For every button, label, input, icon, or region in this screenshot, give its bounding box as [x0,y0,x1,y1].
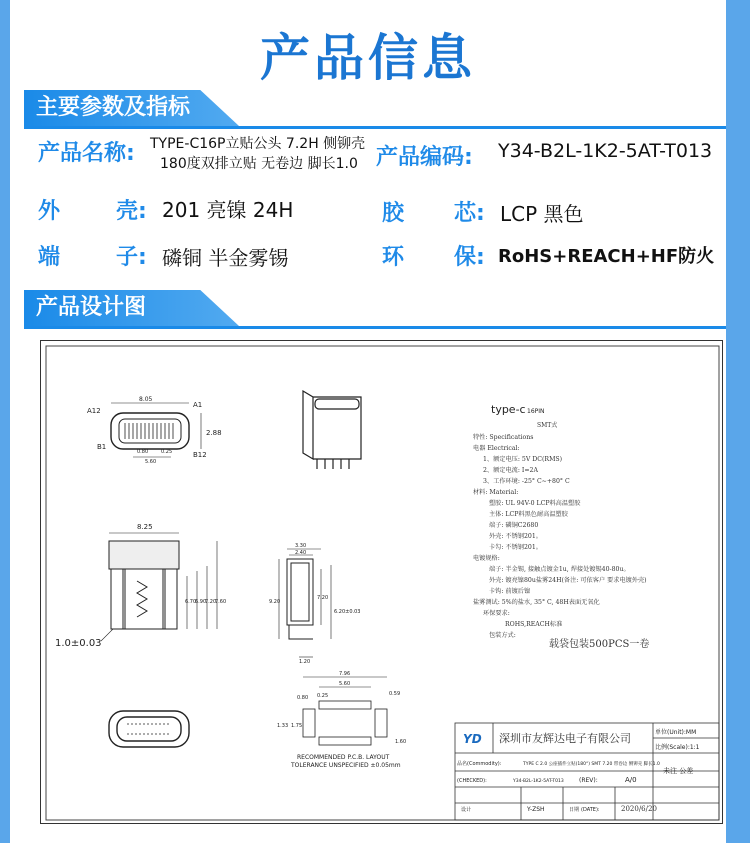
env-value: RoHS+REACH+HF防火 [498,246,715,267]
spec-line: 卡勾: 不锈钢201。 [489,544,542,551]
technical-drawing [40,340,723,824]
bottom-view-connector [109,711,189,747]
spec-line: 环保要求: [483,610,510,617]
drawing-canvas [41,341,724,825]
commodity-value: TYPE C 2.0 公座插件立贴(180°) SMT 7.20 带卷边 侧铆壳 脚长1.0 [523,762,660,767]
logo: YD [463,732,482,746]
shell-value: 201 亮镍 24H [162,198,294,222]
pin-a1: A1 [193,401,203,409]
profile-view-connector [279,549,331,657]
shell-label-b: 壳: [116,199,147,224]
core-label-a: 胶 [382,201,405,226]
terminal-value: 磷铜 半金雾锡 [162,246,289,270]
product-name-value-1: TYPE-C16P立贴公头 7.2H 侧铆壳 [150,136,366,152]
spec-line: 1、额定电压: 5V DC(RMS) [483,456,563,463]
dim-front-d3: 7.20 [205,599,217,605]
dim-front-d2: 6.90 [195,599,207,605]
page-title: 产品信息 [260,29,476,87]
spec-line: 端子: 磷铜C2680 [489,522,539,529]
dim-front-d4: 7.60 [215,599,227,605]
terminal-label-b: 子: [116,245,147,270]
dim-pcb-e: 0.59 [389,691,401,697]
scale-label: 比例(Scale):1:1 [655,744,700,751]
spec-line: 材料: Material: [473,489,519,496]
section-params-label: 主要参数及指标 [36,95,191,120]
dim-top-height: 2.88 [206,429,222,437]
top-view-connector [111,403,201,457]
page-frame [10,0,726,843]
date-value: 2020/6/20 [621,805,657,813]
dim-pcb-b: 5.60 [339,681,351,687]
product-name-label: 产品名称: [38,141,135,166]
section-header-design [24,290,239,326]
dim-profile-h1: 9.20 [269,599,281,605]
dim-top-width: 8.05 [139,396,153,403]
pin-b12: B12 [193,451,207,459]
spec-line: 主体: LCP料黑色耐高温塑胶 [489,511,568,518]
core-value: LCP 黑色 [500,202,584,226]
spec-line: 特性: Specifications [473,434,534,441]
dim-profile-h3: 6.20±0.03 [334,609,361,615]
spec-line: 包装方式: [489,632,516,639]
commodity-label: 品名(Commodity): [457,761,502,767]
dim-top-p1: 0.80 [137,449,149,455]
iso-view-connector [303,391,361,469]
section-header-params [24,90,239,126]
pcb-layout [303,677,387,745]
product-name-value-2: 180度双排立贴 无卷边 脚长1.0 [160,156,358,172]
checked-label: (CHECKED): [457,778,487,784]
dim-profile-f: 1.20 [299,659,311,665]
rev-value: A/0 [625,776,637,784]
dim-profile-h2: 7.20 [317,595,329,601]
dim-profile-a: 3.30 [295,543,307,549]
product-code-label: 产品编码: [376,145,473,170]
spec-line: 外壳: 镀亮镍80u盐雾24H(备注: 可依客户 要求电镀外壳) [489,577,647,584]
env-label-a: 环 [382,245,405,270]
date-label: 日期 [569,807,580,813]
spec-line: 3、工作环境: -25° C~+80° C [483,478,570,485]
spec-line: 外壳: 不锈钢201。 [489,533,542,540]
pcb-note-2: TOLERANCE UNSPECIFIED ±0.05mm [291,762,401,769]
shell-label-a: 外 [38,199,61,224]
product-code-value: Y34-B2L-1K2-5AT-T013 [498,140,713,162]
tolerance-note: 未注 公差 [663,767,694,775]
dim-top-p2: 0.25 [161,449,173,455]
spec-line: 卡钩: 前镀后镍 [489,588,531,595]
designer: Y-ZSH [527,806,545,813]
dim-front-width: 8.25 [137,523,153,531]
code-value-tb: Y34-B2L-1K2-5AT-T013 [513,779,564,784]
dim-pcb-d: 0.25 [317,693,329,699]
dim-top-p3: 5.60 [145,459,157,465]
section-design-label: 产品设计图 [36,295,147,320]
spec-line: 2、额定电流: I=2A [483,467,538,474]
spec-type: SMT式 [537,422,558,429]
pin-a12: A12 [87,407,101,415]
date-key: (DATE): [581,807,600,813]
core-label-b: 芯: [454,201,485,226]
spec-line: 盐雾测试: 5%的盐水, 35° C, 48H表面无氧化 [473,599,600,606]
spec-pack: 载袋包装500PCS一卷 [549,639,650,650]
dim-profile-b: 2.40 [295,550,307,556]
front-view-connector [101,533,217,641]
spec-line: 电器 Electrical: [473,445,520,452]
spec-lines [473,433,647,639]
spec-line: 塑胶: UL 94V-0 LCP料高温塑胶 [489,500,581,507]
dim-pcb-a: 7.96 [339,671,351,677]
rev-label: (REV): [579,777,598,784]
pcb-note-1: RECOMMENDED P.C.B. LAYOUT [297,754,390,761]
unit-label: 单位(Unit):MM [655,729,697,736]
design-label: 设计 [461,807,472,813]
spec-line: ROHS,REACH标准 [505,621,563,628]
spec-title: type-c [491,403,526,416]
dim-pcb-f: 1.33 [277,723,289,729]
spec-line: 端子: 半金锡, 接触点镀金1u, 焊接处镀锡40-80u。 [489,566,630,573]
dim-front-d1: 6.70 [185,599,197,605]
spec-pin: 16PIN [527,408,545,415]
dim-pcb-g: 1.75 [291,723,303,729]
terminal-label-a: 端 [38,245,61,270]
spec-line: 电镀规格: [473,555,500,562]
env-label-b: 保: [454,245,485,270]
company-name: 深圳市友辉达电子有限公司 [499,732,631,745]
dim-pcb-h: 1.60 [395,739,407,745]
pin-b1: B1 [97,443,107,451]
dim-lead-length: 1.0±0.03 [55,638,102,649]
dim-pcb-c: 0.80 [297,695,309,701]
